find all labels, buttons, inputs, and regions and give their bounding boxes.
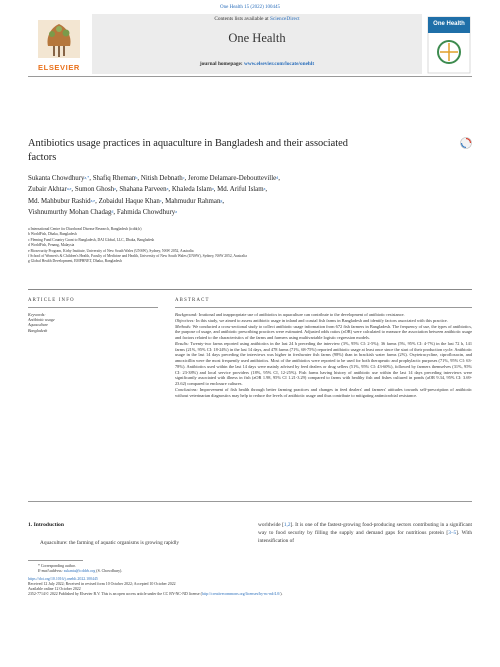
author-affiliation-mark[interactable]: a bbox=[114, 186, 116, 192]
author-line-2: Zubair Akhtar$^{a,e}$, Sumon Ghosh$^a$, Shahana Parveen$^a$, Khaleda Islam$^a$, Md. Ariful Islam$^a$, bbox=[28, 186, 268, 194]
abstract-section-label: Conclusions: bbox=[175, 386, 198, 392]
abstract-section-text: We conducted a cross-sectional study to collect antibiotic usage information from 672 fish farmers in Bangladesh. The frequency of use, the types of antibiotics, the purpose of usage, and antibiotic prescribing practices were estimated. Adjusted odds ratios (aOR) were calculated to measure the association between antibiotic usage and factors related to the characteristics of the farms and farmers using multivariable logistic regression models. bbox=[175, 323, 472, 340]
author-affiliation-mark[interactable]: d bbox=[276, 175, 279, 180]
affiliation-list bbox=[28, 227, 468, 265]
author-name[interactable]: Md. Mahbubur Rashid bbox=[28, 197, 91, 205]
license-line bbox=[28, 592, 472, 597]
author-line-1: Sukanta Chowdhury$^{a,*}$, Shafiq Rheman$^b$, Nitish Debnath$^c$, Jerome Delamare-Deboutteville$^d$, bbox=[28, 175, 280, 182]
cover-title: One Health bbox=[433, 21, 465, 27]
email-label: E-mail address: bbox=[38, 569, 64, 573]
citation-link[interactable]: 1,2 bbox=[283, 522, 291, 528]
journal-cover-thumbnail[interactable] bbox=[426, 16, 472, 74]
abstract-body bbox=[175, 312, 472, 398]
contents-line bbox=[92, 16, 422, 22]
intro-text: ]. With intensification of bbox=[258, 530, 472, 544]
affiliation-item: g Global Health Development, EMPHNET, Dhaka, Bangladesh bbox=[28, 259, 122, 264]
author-affiliation-mark[interactable]: c bbox=[182, 175, 185, 180]
journal-title: One Health bbox=[228, 31, 286, 45]
citation-link[interactable]: 3–5 bbox=[448, 530, 457, 536]
abstract-rule bbox=[175, 307, 472, 308]
keyword-item[interactable]: Aquaculture bbox=[28, 322, 49, 328]
author-affiliation-mark[interactable]: a,e bbox=[66, 186, 72, 192]
contents-prefix: Contents lists available at bbox=[214, 16, 270, 22]
author-list bbox=[28, 173, 468, 219]
journal-header bbox=[28, 14, 472, 77]
article-info-rule bbox=[28, 307, 158, 308]
affiliation-item: d WorldFish, Penang, Malaysia bbox=[28, 243, 75, 248]
abstract-methods bbox=[175, 324, 472, 341]
footnote-rule bbox=[28, 560, 83, 561]
author-name[interactable]: Md. Ariful Islam bbox=[217, 186, 264, 194]
keywords-block bbox=[28, 312, 158, 333]
keywords-label: Keywords: bbox=[28, 312, 46, 317]
author-name[interactable]: Zubair Akhtar bbox=[28, 186, 67, 194]
license-text: 2352-7714/© 2022 Published by Elsevier B.V. This is an open access article under the CC BY-NC-ND license ( bbox=[28, 592, 202, 596]
elsevier-wordmark: ELSEVIER bbox=[38, 63, 80, 72]
author-name[interactable]: Sumon Ghosh bbox=[74, 186, 115, 194]
homepage-link[interactable]: www.elsevier.com/locate/onehlt bbox=[244, 61, 315, 67]
abstract-section-label: Results: bbox=[175, 340, 189, 346]
affiliation-item: b WorldFish, Dhaka, Bangladesh bbox=[28, 232, 77, 237]
abstract-conclusions bbox=[175, 387, 472, 399]
keyword-item[interactable]: Bangladesh bbox=[28, 327, 48, 333]
author-name[interactable]: Shafiq Rheman bbox=[92, 175, 136, 182]
introduction-text-right bbox=[258, 521, 472, 545]
intro-text: ]. It is one of the fastest-growing food-producing sectors contributing in a significant way to food security by filling the supply and demand gaps for nutritious protein [ bbox=[258, 522, 472, 536]
author-affiliation-mark[interactable]: d bbox=[111, 209, 114, 215]
abstract-heading: ABSTRACT bbox=[175, 298, 210, 303]
section-divider bbox=[28, 501, 472, 502]
doi-link[interactable]: https://doi.org/10.1016/j.onehlt.2022.100445 bbox=[28, 577, 98, 581]
affiliation-item: f School of Women's & Children's Health, Faculty of Medicine and Health, University of New South Wales (UNSW), Sydney, NSW 2052, Australia bbox=[28, 254, 247, 259]
introduction-text-left: Aquaculture: the farming of aquatic organisms is growing rapidly bbox=[40, 540, 180, 546]
author-affiliation-mark[interactable]: a bbox=[211, 186, 214, 192]
keyword-item[interactable]: Antibiotic usage bbox=[28, 317, 55, 323]
author-line-4: Vishnumurthy Mohan Chadag$^d$, Fahmida Chowdhury$^a$ bbox=[28, 209, 178, 217]
affiliation-item: c Fleming Fund Country Grant to Bangladesh, DAI Global, LLC, Dhaka, Bangladesh bbox=[28, 237, 155, 242]
author-affiliation-mark[interactable]: b bbox=[135, 175, 138, 180]
journal-info-box bbox=[92, 14, 422, 74]
author-name[interactable]: Khaleda Islam bbox=[171, 186, 212, 194]
author-affiliation-mark[interactable]: c bbox=[159, 197, 162, 203]
abstract-section-text: Twenty-two farms reported using antibiotics in the last 24 h preceding the interview (3%, 95% CI: 2-5%); 36 farms (5%, 95% CI: 4-7%) in the last 72 h, 141 farms (21%, 95% CI: 18-24%) in the last 14 days, and 478 farms (71%, 68-75%) reported antibiotic usage at least once since the start of their production cycle. Antibiotic usage in the last 14 days preceding the interviews was higher in freshwater fish farms (98%) than in brackish water farms (2%). Oxytetracycline, ciprofloxacin, and amoxicillin were the most frequently used antibiotics. Most of the antibiotics were reported to be used for both therapeutic and prophylactic purposes (71%, 95% CI: 63-78%). Antibiotics used within the last 14 days were mainly advised by feed dealers or drug sellers (51%, 95% CI: 43-60%), followed by farmers themselves (31%, 95% CI: 23-38%) and local service providers (18%, 95% CI, 12-25%). Fish farms having history of antibiotic use within the last 14 days preceding interviews were significantly associated with illness in fish (aOR 1.98, 95% CI 1.21-3.29) compared to farms with healthy fish and fishes cultured in ponds (aOR 9.34, 95% CI: 3.69-23.62) compared to enclosure cultures. bbox=[175, 340, 472, 386]
journal-citation[interactable]: One Health 15 (2022) 100445 bbox=[220, 5, 280, 10]
email-link[interactable]: sukanta@icddrb.org bbox=[63, 569, 96, 573]
abstract-section-label: Objectives: bbox=[175, 317, 195, 323]
affiliation-item: a International Centre for Diarrhoeal Disease Research, Bangladesh (icddr,b) bbox=[28, 227, 142, 231]
abstract-section-text: Improvement of fish health through better farming practices and changes in feed dealers' and farmers' attitudes towards self-prescription of antibiotic without veterinarian diagnostics may help to reduce the levels of antibiotic usage and thus contribute to mitigating antimicrobial resistance. bbox=[175, 386, 472, 398]
email-suffix: (S. Chowdhury). bbox=[95, 569, 123, 573]
received-dates: Received 12 July 2022; Received in revised form 10 October 2022; Accepted 10 October 2022 bbox=[28, 582, 176, 586]
author-line-3: Md. Mahbubur Rashid$^{a,e}$, Zobaidul Haque Khan$^c$, Mahmudur Rahman$^g$, bbox=[28, 197, 225, 205]
article-info-heading: ARTICLE INFO bbox=[28, 298, 75, 303]
abstract-section-label: Methods: bbox=[175, 323, 192, 329]
introduction-heading: 1. Introduction bbox=[28, 522, 64, 528]
author-affiliation-mark[interactable]: a,* bbox=[84, 175, 90, 180]
abstract-results bbox=[175, 341, 472, 387]
license-suffix: ). bbox=[280, 592, 283, 596]
author-affiliation-mark[interactable]: a bbox=[175, 209, 178, 215]
author-name[interactable]: Zobaidul Haque Khan bbox=[98, 197, 160, 205]
email-line bbox=[28, 569, 472, 574]
check-for-updates-icon[interactable] bbox=[460, 136, 472, 150]
homepage-line bbox=[92, 61, 422, 67]
section-divider bbox=[28, 289, 472, 290]
author-name[interactable]: Mahmudur Rahman bbox=[165, 197, 221, 205]
author-name[interactable]: Shahana Parveen bbox=[119, 186, 167, 194]
elsevier-logo[interactable] bbox=[28, 16, 90, 74]
author-affiliation-mark[interactable]: a bbox=[166, 186, 169, 192]
author-name[interactable]: Sukanta Chowdhury bbox=[28, 175, 85, 182]
sciencedirect-link[interactable]: ScienceDirect bbox=[269, 16, 300, 22]
author-affiliation-mark[interactable]: g bbox=[220, 197, 223, 203]
homepage-label: journal homepage: bbox=[199, 61, 244, 67]
author-affiliation-mark[interactable]: a,e bbox=[90, 197, 96, 203]
author-name[interactable]: Jerome Delamare-Deboutteville bbox=[188, 175, 277, 182]
footnotes bbox=[28, 564, 472, 597]
corresponding-note: * Corresponding author. bbox=[38, 564, 76, 568]
abstract-section-label: Background: bbox=[175, 312, 198, 317]
affiliation-item: e Biosecurity Program, Kirby Institute, University of New South Wales (UNSW), Sydney, NSW 2052, Australia bbox=[28, 248, 194, 253]
author-name[interactable]: Nitish Debnath bbox=[140, 175, 183, 182]
available-online: Available online 12 October 2022 bbox=[28, 587, 81, 591]
intro-text: worldwide [ bbox=[258, 522, 284, 528]
author-affiliation-mark[interactable]: a bbox=[263, 186, 266, 192]
author-name[interactable]: Fahmida Chowdhury bbox=[116, 209, 176, 217]
abstract-section-text: In this study, we aimed to assess antibiotic usage in inland and coastal fish farms in Bangladesh and identify factors associated with this practice. bbox=[194, 317, 448, 323]
license-link[interactable]: http://creativecommons.org/licenses/by-nc-nd/4.0/ bbox=[201, 592, 281, 596]
abstract-section-text: Irrational and inappropriate use of antibiotics in aquaculture can contribute to the development of antibiotic resistance. bbox=[197, 312, 405, 317]
article-title: Antibiotics usage practices in aquaculture in Bangladesh and their associated factors bbox=[28, 138, 348, 163]
author-name[interactable]: Vishnumurthy Mohan Chadag bbox=[28, 209, 112, 217]
